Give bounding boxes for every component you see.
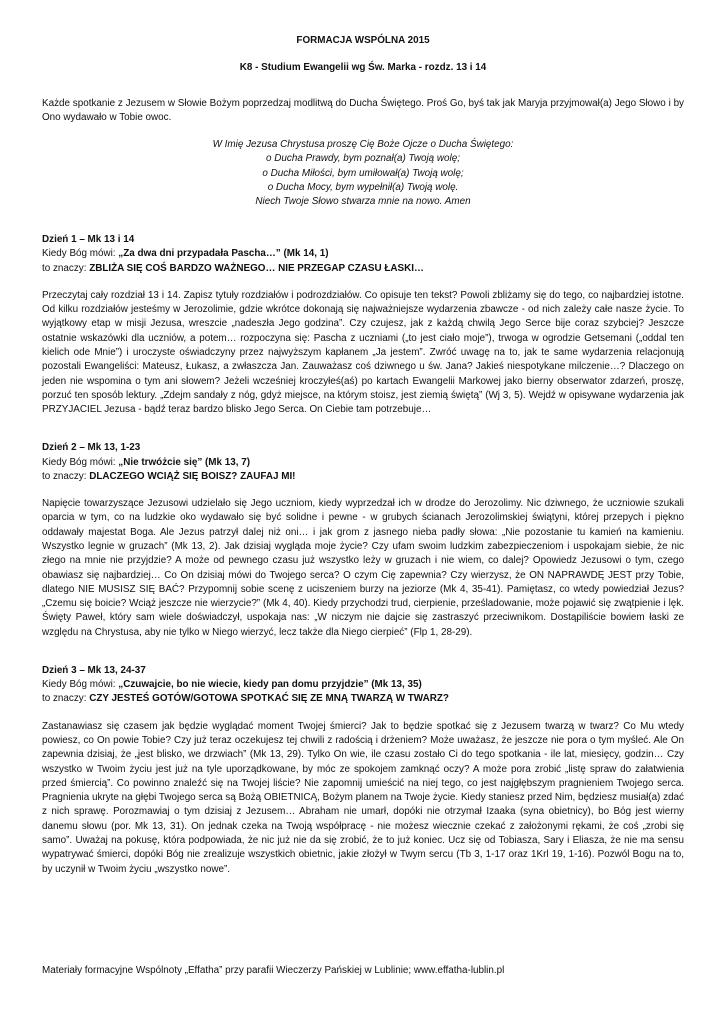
prayer-line: o Ducha Prawdy, bym poznał(a) Twoją wolę; (266, 153, 460, 165)
means-prefix: to znaczy: (42, 470, 90, 482)
day-body: Napięcie towarzyszące Jezusowi udzielało się Jego uczniom, kiedy wyprzedzał ich w drodze do Jerozolimy. Nic dziwnego, że uczniowie szukali oparcia w tym, co na ludzkie oko wydawało się być solidne i pewne - w grubych ścianach Jerozolimskiej świątyni, której przepych i piękno oddawały majestat Boga. Ale Jezus patrzył dalej niż oni… i jak grom z jasnego nieba padły słowa: „Nie pozostanie tu kamień na kamieniu. Wszystko legnie w gruzach” (Mk 13, 2). Jak dzisiaj wygląda moje życie? Czy ufam swoim ludzkim zabezpieczeniom i uspokajam siebie, że nic złego na mnie nie przyjdzie? A może od pewnego czasu już wszystko leży w gruzach i nie wiem, co dalej? Opowiedz Jezusowi o tym, czego obawiasz się najbardziej… Co On dzisiaj mówi do Twojego serca? O czym Cię zapewnia? Czy wierzysz, że ON NAPRAWDĘ JEST przy Tobie, dlatego NIE MUSISZ SIĘ BAĆ? Przypomnij sobie scenę z uciszeniem burzy na jeziorze (Mk 4, 35-41). Pamiętasz, co wtedy powiedział Jezus? „Czemu się boicie? Wciąż jeszcze nie wierzycie?” (Mk 4, 40). Kiedy przychodzi trud, cierpienie, prześladowanie, może pojawić się zwątpienie i lęk. Święty Paweł, który sam wiele doświadczył, uspokaja nas: „W niczym nie dajcie się zastraszyć przeciwnikom. Dostąpiliście bowiem łaski ze względu na Chrystusa, aby nie tylko w Niego wierzyć, lecz także dla Niego cierpieć” (Flp 1, 28-29). (42, 498, 684, 638)
document-page (42, 28, 684, 877)
day-quote: „Czuwajcie, bo nie wiecie, kiedy pan domu przyjdzie” (Mk 13, 35) (118, 679, 422, 691)
day-quote-line (42, 456, 684, 470)
day-section-3 (42, 664, 684, 877)
day-body: Przeczytaj cały rozdział 13 i 14. Zapisz tytuły rozdziałów i podrozdziałów. Co opisuje ten tekst? Powoli zbliżamy się do tego, co najbardziej istotne. Od kilku rozdziałów jesteśmy w Jerozolimie, gdzie wkrótce dokonają się najważniejsze wydarzenia zbawcze - od nich zależy całe nasze życie. To wyjątkowy etap w misji Jezusa, wreszcie „nadeszła Jego godzina”. Czy czujesz, jak z każdą chwilą Jego Serce bije coraz szybciej? Jeszcze ostatnie wskazówki dla uczniów, a potem… rozpoczyna się: Pascha z uczniami („to jest ciało moje”), trwoga w ogrodzie Getsemani („oddal ten kielich ode Mnie”) i uroczyste oświadczyny przez najwyższym kapłanem „Ja jestem”. Zwróć uwagę na to, jak te same wydarzenia relacjonują pozostali Ewangeliści: Mateusz, Łukasz, a zwłaszcza Jan. Zauważasz coś dziwnego u św. Jana? Jakieś niespotykane milczenie…? Dlaczego on jeden nie wspomina o tym ani słowem? Jeżeli wcześniej kroczyłeś(aś) po kartach Ewangelii Markowej jako bierny obserwator zdarzeń, proszę, porzuć ten sposób lektury. „Zdejm sandały z nóg, gdyż miejsce, na którym stoisz, jest ziemią świętą” (Wj 3, 5). Wejdź w opisywane wydarzenia jak PRZYJACIEL Jezusa - bądź teraz bardzo blisko Jego Serca. On Ciebie tam potrzebuje… (42, 289, 684, 416)
day-section-2 (42, 441, 684, 640)
day-heading: Dzień 1 – Mk 13 i 14 (42, 234, 135, 246)
day-quote: „Nie trwóżcie się” (Mk 13, 7) (118, 456, 251, 468)
day-meaning: CZY JESTEŚ GOTÓW/GOTOWA SPOTKAĆ SIĘ ZE MNĄ TWARZĄ W TWARZ? (89, 693, 449, 705)
means-prefix: to znaczy: (42, 693, 90, 705)
day-meaning: DLACZEGO WCIĄŻ SIĘ BOISZ? ZAUFAJ MI! (89, 470, 296, 482)
day-meaning: ZBLIŻA SIĘ COŚ BARDZO WAŻNEGO… NIE PRZEGAP CZASU ŁASKI… (89, 262, 424, 274)
day-meaning-line (42, 692, 684, 706)
day-quote-line (42, 678, 684, 692)
document-title: FORMACJA WSPÓLNA 2015 (296, 35, 430, 46)
footer-note: Materiały formacyjne Wspólnoty „Effatha” przy parafii Wieczerzy Pańskiej w Lublinie; www.effatha-lublin.pl (42, 965, 505, 976)
says-prefix: Kiedy Bóg mówi: (42, 456, 119, 468)
day-meaning-line (42, 470, 684, 484)
prayer-line: o Ducha Miłości, bym umiłował(a) Twoją wolę; (262, 167, 464, 179)
intro-paragraph: Każde spotkanie z Jezusem w Słowie Bożym poprzedzaj modlitwą do Ducha Świętego. Proś Go, byś tak jak Maryja przyjmował(a) Jego Słowo i by Ono wydawało w Tobie owoc. (42, 97, 684, 123)
says-prefix: Kiedy Bóg mówi: (42, 679, 119, 691)
day-heading: Dzień 3 – Mk 13, 24-37 (42, 665, 146, 677)
day-meaning-line (42, 262, 684, 276)
day-body: Zastanawiasz się czasem jak będzie wyglądać moment Twojej śmierci? Jak to będzie spotkać się z Jezusem twarzą w twarz? Co Mu wtedy powiesz, co On powie Tobie? Czy już teraz oczekujesz tej chwili z radością i drżeniem? Może uważasz, że jeszcze nie pora o tym myśleć. Ale On zapewnia dzisiaj, że „jest blisko, we drzwiach” (Mk 13, 29). Tylko On wie, ile czasu zostało Ci do tego spotkania - ile lat, miesięcy, godzin… Czy wszystko w Twoim życiu jest już na tyle uporządkowane, by móc ze spokojem zamknąć oczy? A może pora zrobić „listę spraw do załatwienia przed śmiercią”. Co powinno znaleźć się na Twojej liście? Nie zapomnij umieścić na niej tego, co jest najgłębszym pragnieniem Twojego serca. Pragnienia ukryte na głębi Twojego serca są Bożą OBIETNICĄ, Bożym planem na Twoje życie. Kiedy staniesz przed Nim, będziesz musiał(a) zdać z nich sprawę. Porozmawiaj o tym dzisiaj z Jezusem… Abraham nie umarł, dopóki nie otrzymał Izaaka (syna obietnicy), bo Bóg jest wierny danemu słowu (por. Mk 13, 31). On jednak czeka na Twoją współpracę - nie możesz wiecznie czekać z założonymi rękami, że coś „zrobi się samo”. Uważaj na pokusę, która podpowiada, że nic już nie da się zrobić, że to już koniec. Ucz się od Tobiasza, Sary i Eliasza, że nie ma sensu wypatrywać śmierci, dopóki Bóg nie zrealizuje wszystkich obietnic, jakie złożył w Twym sercu (Tb 3, 1-17 oraz 1Krl 19, 1-16). Pozwól Bogu na to, by uczynił w Twoim życiu „wszystko nowe”. (42, 720, 684, 875)
day-heading: Dzień 2 – Mk 13, 1-23 (42, 442, 141, 454)
says-prefix: Kiedy Bóg mówi: (42, 248, 119, 260)
document-subtitle: K8 - Studium Ewangelii wg Św. Marka - rozdz. 13 i 14 (239, 62, 487, 74)
day-section-1 (42, 233, 684, 417)
prayer-line: o Ducha Mocy, bym wypełnił(a) Twoją wolę. (267, 181, 459, 193)
day-quote-line (42, 247, 684, 261)
day-quote: „Za dwa dni przypadała Pascha…” (Mk 14, 1) (118, 248, 329, 260)
day-header (42, 233, 684, 276)
day-header (42, 664, 684, 707)
day-header (42, 441, 684, 484)
prayer-line: W Imię Jezusa Chrystusa proszę Cię Boże Ojcze o Ducha Świętego: (212, 139, 514, 151)
prayer-line: Niech Twoje Słowo stwarza mnie na nowo. Amen (255, 196, 471, 207)
prayer-block (42, 138, 684, 209)
means-prefix: to znaczy: (42, 262, 90, 274)
